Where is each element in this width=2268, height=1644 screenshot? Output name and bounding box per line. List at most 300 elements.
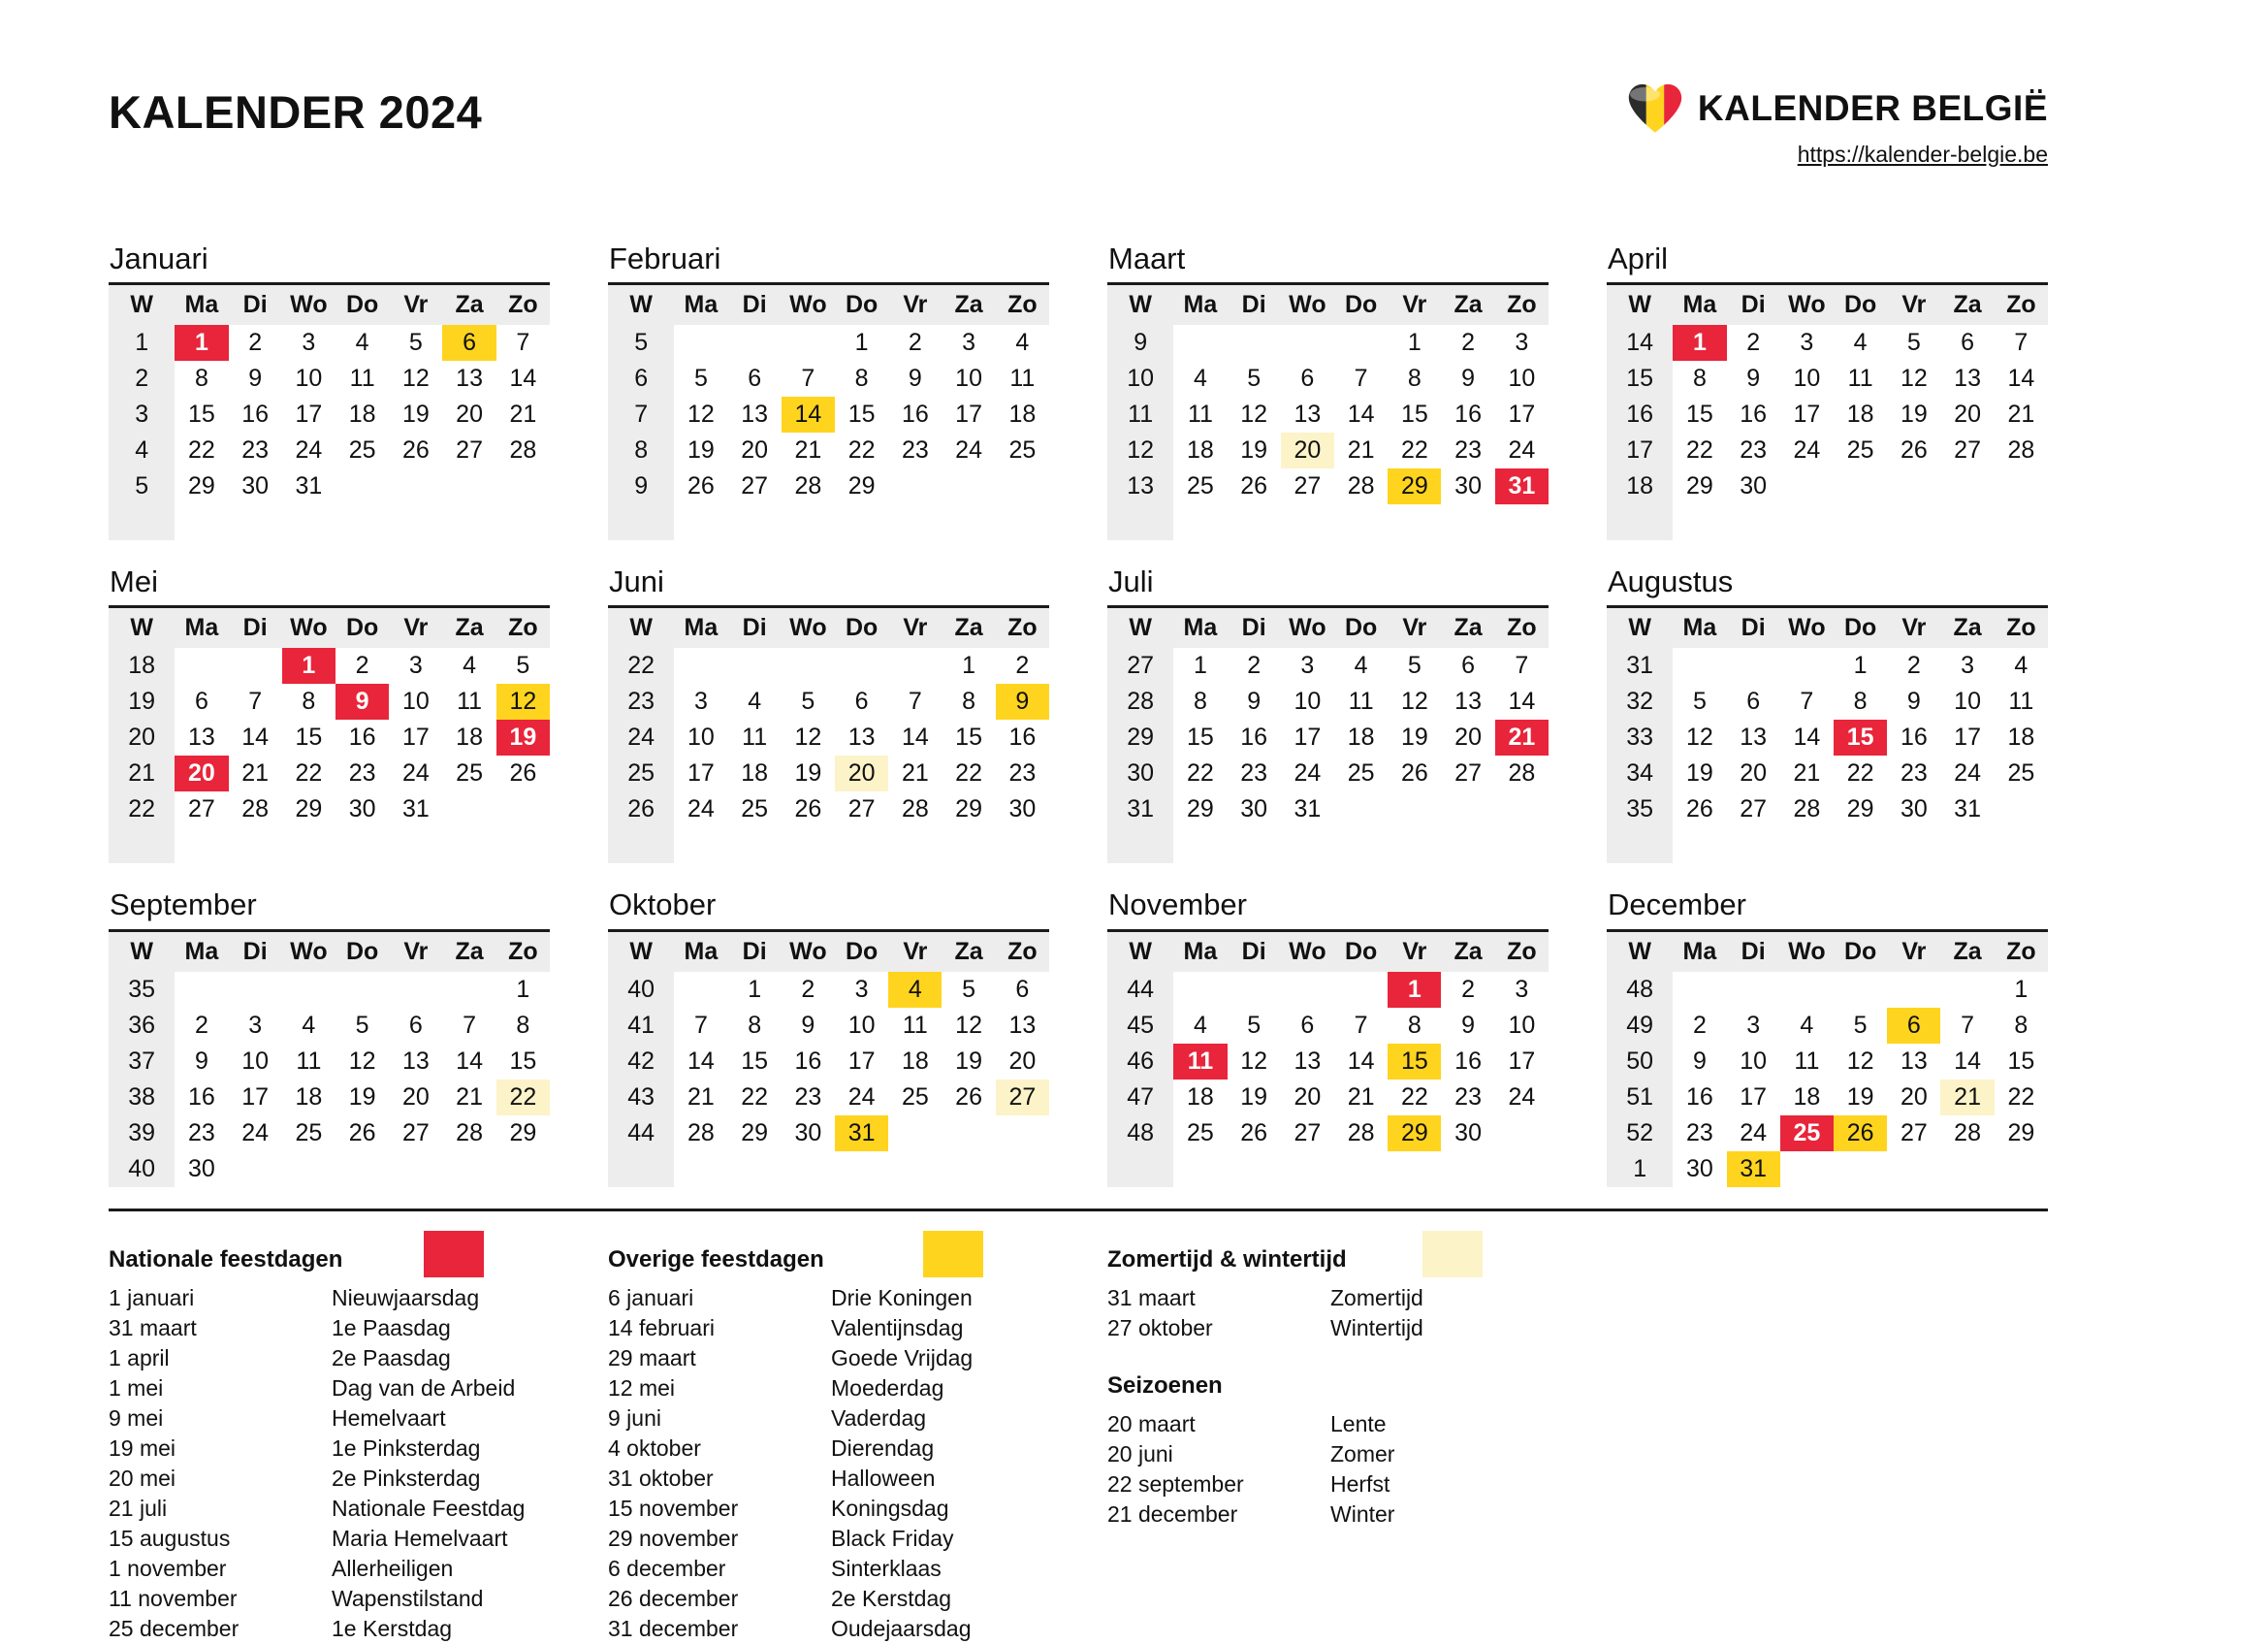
day-cell: 5 — [693, 365, 708, 393]
day-header-vr: Vr — [1887, 284, 1940, 326]
legend-item — [1107, 1469, 1549, 1499]
day-cell: 8 — [516, 1011, 530, 1039]
day-cell: 20 — [835, 756, 888, 791]
day-cell: 31 — [835, 1115, 888, 1151]
week-number-cell: 45 — [1107, 1008, 1173, 1044]
day-cell: 13 — [1008, 1011, 1037, 1039]
day-cell: 27 — [1900, 1118, 1928, 1146]
day-cell — [1887, 827, 1940, 863]
legend-item-name: Wintertijd — [1330, 1314, 1423, 1340]
day-header-vr: Vr — [389, 607, 442, 649]
day-cell — [1173, 504, 1227, 540]
day-cell: 6 — [1887, 1008, 1940, 1044]
day-cell — [1834, 1151, 1887, 1187]
day-cell: 1 — [962, 652, 976, 680]
day-cell — [282, 504, 335, 540]
day-cell: 3 — [1800, 329, 1814, 357]
week-number-cell — [1607, 827, 1673, 863]
day-cell: 19 — [1686, 759, 1713, 788]
day-cell — [728, 1151, 782, 1187]
week-number-cell: 29 — [1107, 720, 1173, 756]
day-cell — [496, 504, 550, 540]
day-cell: 6 — [442, 325, 495, 361]
day-cell: 1 — [1853, 652, 1868, 680]
day-cell — [496, 468, 550, 504]
day-cell: 27 — [1294, 1118, 1322, 1146]
day-cell — [1887, 468, 1940, 504]
week-column-header: W — [1607, 607, 1673, 649]
day-cell: 11 — [1173, 1044, 1227, 1080]
legend-item-date: 31 oktober — [608, 1465, 714, 1491]
day-cell: 29 — [1846, 795, 1874, 823]
day-cell: 17 — [401, 724, 430, 752]
day-cell: 11 — [2008, 688, 2034, 716]
day-cell: 20 — [175, 756, 228, 791]
day-cell — [1228, 1151, 1281, 1187]
day-cell: 7 — [2014, 329, 2028, 357]
day-cell — [1673, 504, 1726, 540]
day-cell: 3 — [693, 688, 708, 716]
day-cell: 13 — [1294, 1047, 1322, 1075]
day-header-di: Di — [1727, 284, 1780, 326]
legend-item-name: Vaderdag — [831, 1404, 927, 1431]
legend-item-date: 31 december — [608, 1615, 739, 1641]
day-cell: 7 — [516, 329, 530, 357]
day-cell: 23 — [794, 1082, 822, 1111]
day-cell: 9 — [248, 365, 263, 393]
day-header-do: Do — [1334, 607, 1388, 649]
day-cell — [335, 1151, 389, 1187]
day-header-vr: Vr — [888, 607, 942, 649]
day-cell: 21 — [2007, 401, 2035, 429]
day-header-zo: Zo — [996, 607, 1049, 649]
day-cell: 26 — [687, 472, 715, 500]
legend-item-name: 2e Paasdag — [332, 1344, 451, 1370]
day-cell: 7 — [1354, 365, 1368, 393]
day-cell: 4 — [302, 1011, 316, 1039]
day-cell: 11 — [296, 1047, 322, 1075]
day-cell: 2 — [355, 652, 369, 680]
month-title: Oktober — [609, 887, 717, 922]
day-header-do: Do — [1834, 607, 1887, 649]
week-number-cell: 35 — [1607, 791, 1673, 827]
week-number-cell — [109, 827, 175, 863]
day-cell: 1 — [1673, 325, 1726, 361]
week-number-cell: 51 — [1607, 1080, 1673, 1115]
day-cell: 25 — [1187, 472, 1214, 500]
legend-item-date: 9 juni — [608, 1404, 661, 1431]
week-number-cell: 25 — [608, 756, 674, 791]
day-cell — [175, 648, 228, 684]
week-number-cell — [608, 1151, 674, 1187]
day-cell: 26 — [1240, 472, 1268, 500]
day-cell: 8 — [1193, 688, 1207, 716]
day-cell — [1281, 972, 1334, 1008]
week-column-header: W — [109, 607, 175, 649]
day-header-vr: Vr — [1887, 930, 1940, 972]
day-cell: 3 — [1746, 1011, 1761, 1039]
day-cell — [1495, 1151, 1549, 1187]
day-cell: 25 — [741, 795, 769, 823]
week-number-cell: 10 — [1107, 361, 1173, 397]
day-cell: 16 — [1240, 724, 1268, 752]
day-cell — [782, 827, 835, 863]
day-cell — [335, 972, 389, 1008]
day-header-vr: Vr — [389, 930, 442, 972]
day-header-wo: Wo — [1780, 930, 1834, 972]
legend-item-date: 4 oktober — [608, 1434, 701, 1461]
day-cell: 6 — [1746, 688, 1761, 716]
day-cell: 26 — [794, 795, 822, 823]
day-cell: 21 — [1940, 1080, 1994, 1115]
day-cell: 23 — [901, 436, 929, 465]
month-mei — [109, 564, 550, 863]
day-cell: 10 — [687, 724, 715, 752]
legend-item — [109, 1524, 550, 1554]
day-cell — [1334, 827, 1388, 863]
day-cell — [1834, 827, 1887, 863]
day-cell: 15 — [2007, 1047, 2035, 1075]
day-cell: 3 — [1300, 652, 1315, 680]
day-cell: 11 — [1009, 365, 1036, 393]
day-cell: 2 — [908, 329, 922, 357]
legend-item-name: Wapenstilstand — [332, 1585, 484, 1611]
day-cell: 10 — [401, 688, 430, 716]
day-cell: 17 — [847, 1047, 876, 1075]
day-cell: 3 — [1961, 652, 1975, 680]
day-cell: 26 — [348, 1118, 376, 1146]
day-cell: 7 — [1515, 652, 1529, 680]
day-cell: 7 — [1354, 1011, 1368, 1039]
legend-item — [608, 1554, 1049, 1584]
day-cell: 7 — [1961, 1011, 1975, 1039]
day-cell: 12 — [1686, 724, 1713, 752]
day-header-di: Di — [229, 284, 282, 326]
week-number-cell: 23 — [608, 684, 674, 720]
day-header-vr: Vr — [888, 284, 942, 326]
day-cell — [1388, 1151, 1441, 1187]
day-cell: 12 — [496, 684, 550, 720]
day-cell — [1388, 827, 1441, 863]
legend-item-date: 31 maart — [109, 1314, 197, 1340]
day-cell: 16 — [1008, 724, 1037, 752]
day-header-do: Do — [1334, 930, 1388, 972]
day-header-za: Za — [1441, 284, 1494, 326]
day-cell: 6 — [1461, 652, 1476, 680]
day-cell: 2 — [194, 1011, 208, 1039]
day-cell: 22 — [847, 436, 876, 465]
day-cell: 27 — [1454, 759, 1482, 788]
day-cell: 21 — [1495, 720, 1549, 756]
day-cell: 21 — [509, 401, 537, 429]
day-cell: 16 — [1686, 1082, 1713, 1111]
day-cell — [496, 1151, 550, 1187]
day-cell — [888, 468, 942, 504]
day-cell: 24 — [955, 436, 982, 465]
legend-national — [109, 1233, 550, 1644]
legend-item-name: Winter — [1330, 1500, 1395, 1527]
legend-item-date: 1 november — [109, 1555, 227, 1581]
day-cell — [496, 791, 550, 827]
day-cell: 29 — [847, 472, 876, 500]
week-number-cell: 16 — [1607, 397, 1673, 433]
day-cell — [1441, 1151, 1494, 1187]
day-cell: 21 — [241, 759, 270, 788]
day-cell: 3 — [1515, 975, 1529, 1003]
week-number-cell: 17 — [1607, 433, 1673, 468]
day-cell: 19 — [348, 1082, 376, 1111]
season-time-swatch — [1422, 1231, 1483, 1277]
day-cell: 22 — [1187, 759, 1214, 788]
day-cell: 16 — [1900, 724, 1928, 752]
legend-item-date: 27 oktober — [1107, 1314, 1213, 1340]
legend-item-name: Zomertijd — [1330, 1284, 1423, 1310]
day-cell: 24 — [1793, 436, 1821, 465]
day-header-zo: Zo — [1995, 607, 2048, 649]
day-cell — [229, 648, 282, 684]
week-column-header: W — [109, 930, 175, 972]
day-cell: 3 — [854, 975, 869, 1003]
day-cell: 18 — [1187, 436, 1214, 465]
day-header-za: Za — [1441, 930, 1494, 972]
day-cell: 17 — [1294, 724, 1322, 752]
week-number-cell: 39 — [109, 1115, 175, 1151]
month-december — [1607, 886, 2048, 1186]
day-header-di: Di — [1228, 284, 1281, 326]
day-cell: 4 — [355, 329, 369, 357]
day-header-wo: Wo — [1281, 607, 1334, 649]
week-number-cell: 37 — [109, 1044, 175, 1080]
day-cell — [1173, 827, 1227, 863]
week-column-header: W — [1607, 930, 1673, 972]
day-cell: 26 — [509, 759, 537, 788]
day-cell: 15 — [955, 724, 982, 752]
week-number-cell: 44 — [1107, 972, 1173, 1008]
day-cell: 12 — [794, 724, 822, 752]
legend-time-title: Zomertijd & wintertijd — [1107, 1245, 1347, 1273]
day-cell: 1 — [175, 325, 228, 361]
day-cell: 12 — [1400, 688, 1428, 716]
legend-item-date: 29 maart — [608, 1344, 696, 1370]
day-cell: 14 — [782, 397, 835, 433]
day-cell — [1834, 504, 1887, 540]
day-cell — [728, 827, 782, 863]
week-number-cell: 3 — [109, 397, 175, 433]
legend-item — [608, 1584, 1049, 1614]
day-cell: 22 — [295, 759, 323, 788]
legend-item — [608, 1524, 1049, 1554]
day-cell: 1 — [282, 648, 335, 684]
day-cell — [1495, 827, 1549, 863]
day-cell: 25 — [1008, 436, 1037, 465]
day-cell: 2 — [248, 329, 263, 357]
week-number-cell: 9 — [608, 468, 674, 504]
day-header-ma: Ma — [175, 607, 228, 649]
day-cell: 4 — [1193, 365, 1207, 393]
day-cell: 15 — [1834, 720, 1887, 756]
week-number-cell: 30 — [1107, 756, 1173, 791]
day-cell: 9 — [1461, 365, 1476, 393]
month-title: December — [1608, 887, 1746, 922]
day-cell: 7 — [248, 688, 263, 716]
legend-item-name: Nationale Feestdag — [332, 1495, 526, 1521]
day-cell: 18 — [901, 1047, 929, 1075]
day-cell — [496, 827, 550, 863]
month-juni — [608, 564, 1049, 863]
day-cell — [1887, 972, 1940, 1008]
day-cell: 2 — [1015, 652, 1030, 680]
day-header-wo: Wo — [282, 930, 335, 972]
legend-item-name: Hemelvaart — [332, 1404, 446, 1431]
legend-item — [1107, 1313, 1549, 1343]
site-link[interactable]: https://kalender-belgie.be — [1797, 142, 2048, 167]
day-cell: 28 — [687, 1118, 715, 1146]
day-cell: 20 — [1281, 433, 1334, 468]
day-cell: 4 — [1853, 329, 1868, 357]
day-cell — [674, 1151, 727, 1187]
day-header-zo: Zo — [496, 607, 550, 649]
day-cell — [1334, 504, 1388, 540]
legend-item-date: 11 november — [109, 1585, 238, 1611]
day-cell: 16 — [901, 401, 929, 429]
day-cell — [1228, 827, 1281, 863]
legend-item — [1107, 1409, 1549, 1439]
legend-item-date: 19 mei — [109, 1434, 176, 1461]
legend-item-date: 15 november — [608, 1495, 739, 1521]
day-cell: 20 — [1740, 759, 1768, 788]
legend-item — [608, 1494, 1049, 1524]
day-cell: 28 — [1954, 1118, 1981, 1146]
legend-item — [1107, 1439, 1549, 1469]
day-cell: 19 — [496, 720, 550, 756]
day-cell: 3 — [962, 329, 976, 357]
legend-item-date: 6 januari — [608, 1284, 694, 1310]
day-cell — [442, 504, 495, 540]
day-cell: 11 — [457, 688, 483, 716]
day-cell: 6 — [408, 1011, 423, 1039]
legend-item-date: 20 maart — [1107, 1410, 1196, 1436]
legend-divider — [109, 1209, 2048, 1211]
day-cell: 19 — [1240, 1082, 1268, 1111]
day-cell: 25 — [1187, 1118, 1214, 1146]
legend-item-date: 20 mei — [109, 1465, 176, 1491]
day-cell: 20 — [401, 1082, 430, 1111]
day-cell: 24 — [241, 1118, 270, 1146]
day-header-di: Di — [728, 284, 782, 326]
day-cell: 13 — [188, 724, 215, 752]
legend-item-date: 21 juli — [109, 1495, 168, 1521]
week-number-cell: 31 — [1107, 791, 1173, 827]
month-januari — [109, 241, 550, 540]
week-number-cell — [1607, 504, 1673, 540]
day-cell — [1173, 972, 1227, 1008]
day-cell: 20 — [1454, 724, 1482, 752]
day-cell — [1887, 504, 1940, 540]
legend-item-date: 20 juni — [1107, 1440, 1173, 1467]
day-cell: 13 — [741, 401, 769, 429]
day-cell — [835, 504, 888, 540]
day-header-di: Di — [1727, 607, 1780, 649]
day-header-ma: Ma — [1173, 284, 1227, 326]
week-number-cell: 22 — [109, 791, 175, 827]
day-cell: 26 — [1240, 1118, 1268, 1146]
day-cell: 13 — [1294, 401, 1322, 429]
day-cell: 5 — [516, 652, 530, 680]
day-cell: 28 — [901, 795, 929, 823]
legend-item — [109, 1584, 550, 1614]
week-number-cell: 5 — [109, 468, 175, 504]
day-cell: 15 — [1388, 1044, 1441, 1080]
legend-item — [109, 1554, 550, 1584]
week-number-cell: 18 — [109, 648, 175, 684]
day-cell: 26 — [1834, 1115, 1887, 1151]
day-cell — [1673, 648, 1726, 684]
day-cell — [1281, 504, 1334, 540]
day-cell: 28 — [509, 436, 537, 465]
day-header-di: Di — [1228, 607, 1281, 649]
day-cell: 22 — [1400, 1082, 1428, 1111]
day-cell: 14 — [1347, 1047, 1375, 1075]
day-cell: 15 — [188, 401, 215, 429]
week-column-header: W — [1107, 930, 1173, 972]
day-cell: 3 — [408, 652, 423, 680]
day-cell — [1995, 1151, 2048, 1187]
legend-other — [608, 1233, 1049, 1644]
day-cell: 5 — [408, 329, 423, 357]
day-cell: 29 — [1187, 795, 1214, 823]
day-cell: 21 — [794, 436, 822, 465]
day-cell — [888, 1115, 942, 1151]
day-cell: 18 — [1347, 724, 1375, 752]
week-number-cell: 46 — [1107, 1044, 1173, 1080]
day-cell — [1940, 1151, 1994, 1187]
day-cell — [1334, 325, 1388, 361]
month-juli — [1107, 564, 1549, 863]
day-cell: 30 — [1900, 795, 1928, 823]
day-cell: 11 — [1187, 401, 1213, 429]
day-cell — [1673, 827, 1726, 863]
day-cell: 17 — [241, 1082, 270, 1111]
day-cell: 15 — [509, 1047, 537, 1075]
day-cell — [996, 1115, 1049, 1151]
day-cell: 22 — [1846, 759, 1874, 788]
day-cell: 18 — [1008, 401, 1037, 429]
day-cell: 19 — [1846, 1082, 1874, 1111]
day-cell: 26 — [1900, 436, 1928, 465]
day-cell: 6 — [748, 365, 762, 393]
day-header-zo: Zo — [996, 930, 1049, 972]
day-cell: 30 — [241, 472, 270, 500]
week-column-header: W — [1107, 284, 1173, 326]
day-cell: 8 — [1407, 365, 1421, 393]
day-cell — [728, 648, 782, 684]
day-cell: 29 — [2007, 1118, 2035, 1146]
legend-item-date: 14 februari — [608, 1314, 715, 1340]
day-cell — [888, 648, 942, 684]
day-cell: 16 — [188, 1082, 215, 1111]
day-cell: 15 — [1686, 401, 1713, 429]
day-cell: 29 — [1686, 472, 1713, 500]
day-header-zo: Zo — [1495, 930, 1549, 972]
day-cell: 15 — [1187, 724, 1214, 752]
day-cell: 7 — [801, 365, 815, 393]
day-cell: 28 — [241, 795, 270, 823]
legend-item — [109, 1434, 550, 1464]
day-cell: 1 — [1388, 972, 1441, 1008]
day-cell — [1441, 504, 1494, 540]
day-cell: 31 — [1495, 468, 1549, 504]
day-cell: 22 — [741, 1082, 769, 1111]
